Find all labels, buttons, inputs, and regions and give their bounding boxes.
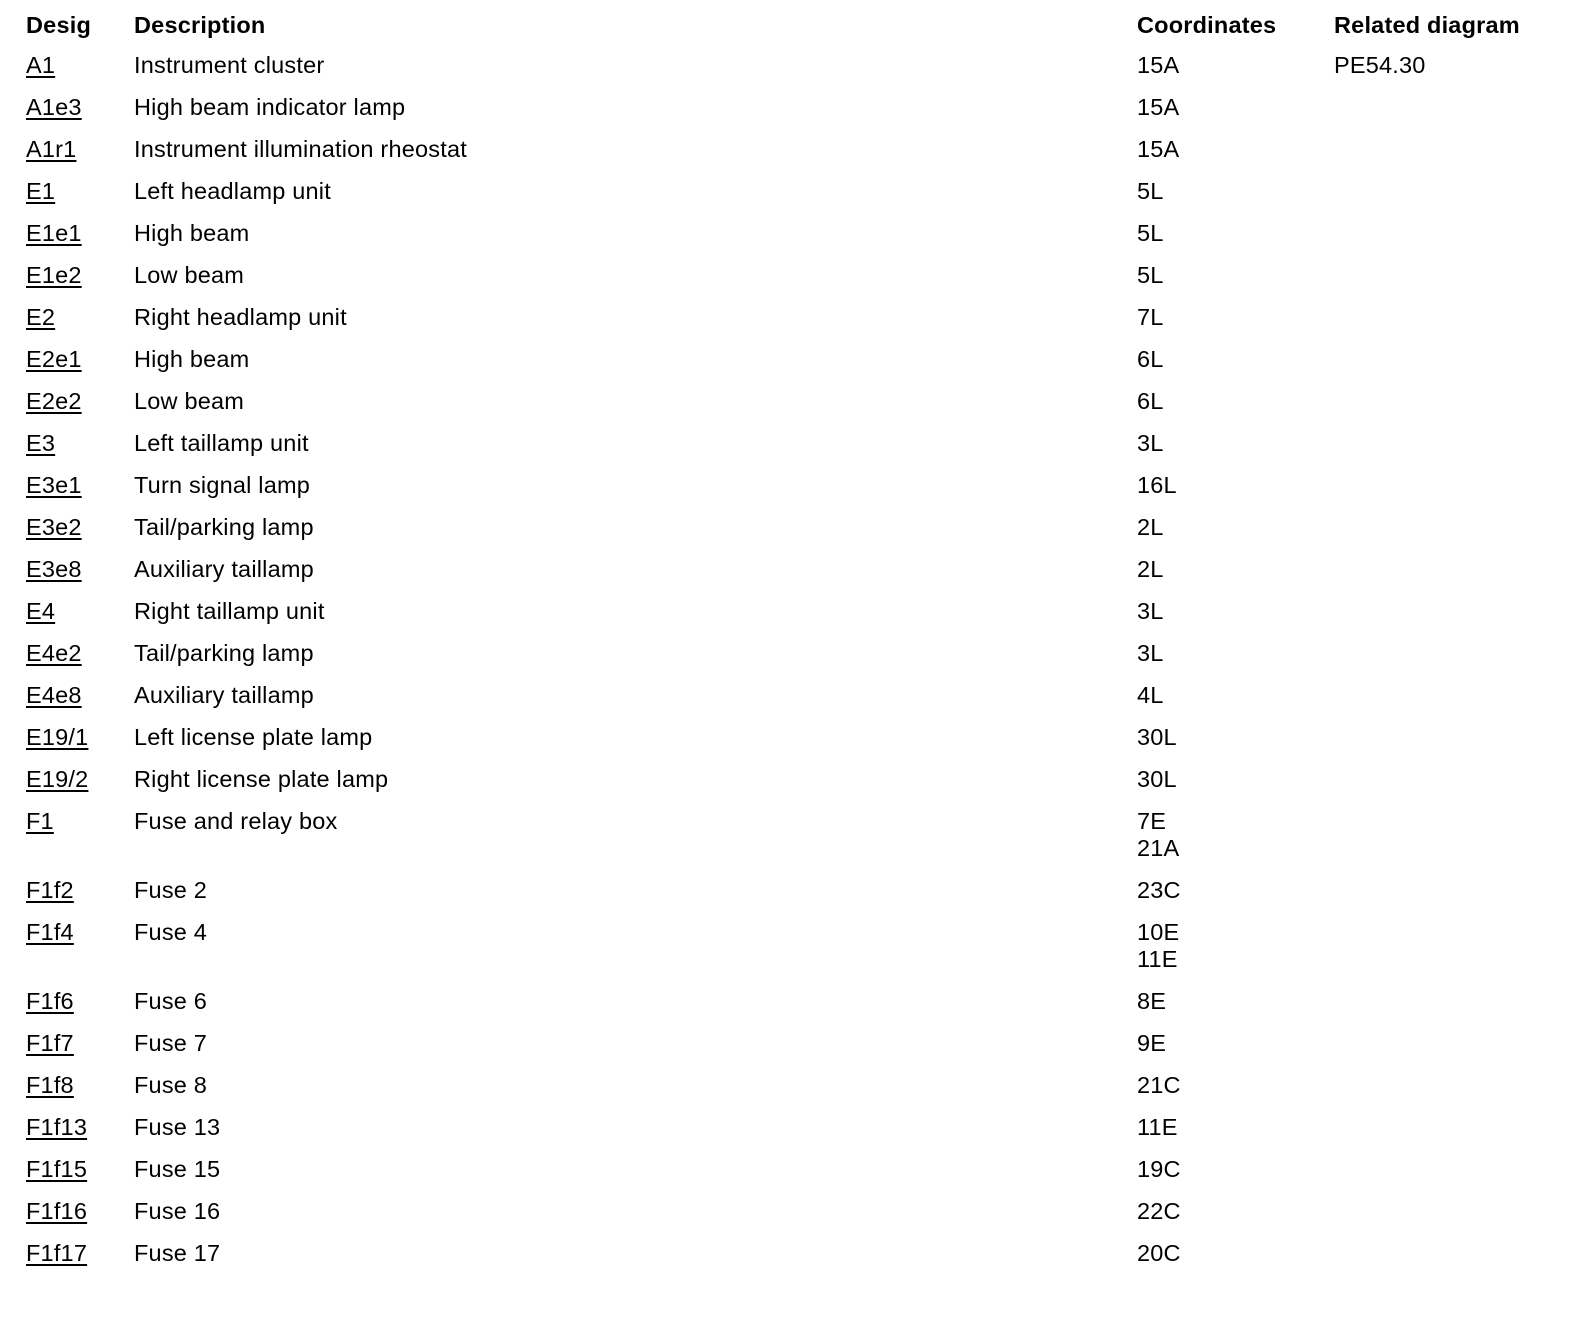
coordinates-cell	[1137, 52, 1334, 79]
desig-link[interactable]: E3e2	[26, 514, 82, 540]
desig-link[interactable]: F1	[26, 808, 54, 834]
table-row	[26, 766, 1556, 808]
description-cell: Fuse 8	[134, 1072, 208, 1098]
desig-cell	[26, 919, 134, 946]
table-row	[26, 304, 1556, 346]
coordinates-cell	[1137, 346, 1334, 373]
related-diagram-cell: PE54.30	[1334, 52, 1426, 78]
table-row	[26, 136, 1556, 178]
coordinates-cell	[1137, 919, 1334, 973]
desig-link[interactable]: E3e8	[26, 556, 82, 582]
description-cell: Tail/parking lamp	[134, 514, 314, 540]
description-cell: Fuse 15	[134, 1156, 221, 1182]
description-cell: Turn signal lamp	[134, 472, 311, 498]
coordinates-cell	[1137, 1030, 1334, 1057]
desig-link[interactable]: E3e1	[26, 472, 82, 498]
desig-cell	[26, 136, 134, 163]
table-row	[26, 640, 1556, 682]
description-cell: High beam	[134, 346, 250, 372]
coordinates-cell	[1137, 220, 1334, 247]
desig-link[interactable]: E2	[26, 304, 56, 330]
description-cell: High beam	[134, 220, 250, 246]
desig-cell	[26, 1030, 134, 1057]
description-cell: Fuse 16	[134, 1198, 221, 1224]
coordinates-cell	[1137, 430, 1334, 457]
description-cell: High beam indicator lamp	[134, 94, 406, 120]
coordinate-value: 7E	[1137, 808, 1167, 834]
coordinate-value: 5L	[1137, 178, 1164, 204]
table-header	[26, 12, 1556, 52]
coordinate-value: 11E	[1137, 1114, 1178, 1140]
desig-link[interactable]: E2e2	[26, 388, 82, 414]
desig-link[interactable]: A1r1	[26, 136, 77, 162]
description-cell: Right taillamp unit	[134, 598, 325, 624]
coordinate-value: 2L	[1137, 556, 1164, 582]
table-row	[26, 1156, 1556, 1198]
coordinates-cell	[1137, 598, 1334, 625]
desig-link[interactable]: F1f4	[26, 919, 74, 945]
coordinates-cell	[1137, 178, 1334, 205]
coordinate-value: 30L	[1137, 766, 1177, 792]
desig-link[interactable]: F1f15	[26, 1156, 88, 1182]
coordinates-cell	[1137, 1156, 1334, 1183]
desig-link[interactable]: A1e3	[26, 94, 82, 120]
description-cell: Left taillamp unit	[134, 430, 309, 456]
desig-cell	[26, 640, 134, 667]
header-desig: Desig	[26, 12, 91, 38]
description-cell: Low beam	[134, 262, 245, 288]
desig-cell	[26, 766, 134, 793]
table-row	[26, 1240, 1556, 1282]
table-row	[26, 430, 1556, 472]
coordinate-value: 5L	[1137, 262, 1164, 288]
table-row	[26, 1114, 1556, 1156]
desig-cell	[26, 1114, 134, 1141]
coordinates-cell	[1137, 262, 1334, 289]
coordinate-value: 10E	[1137, 919, 1180, 945]
table-row	[26, 919, 1556, 988]
desig-link[interactable]: E1e2	[26, 262, 82, 288]
desig-cell	[26, 988, 134, 1015]
table-row	[26, 262, 1556, 304]
description-cell: Left license plate lamp	[134, 724, 373, 750]
table-row	[26, 1072, 1556, 1114]
desig-cell	[26, 598, 134, 625]
coordinates-cell	[1137, 472, 1334, 499]
table-row	[26, 877, 1556, 919]
coordinate-value: 6L	[1137, 346, 1164, 372]
coordinates-cell	[1137, 1072, 1334, 1099]
coordinates-cell	[1137, 1114, 1334, 1141]
coordinates-cell	[1137, 388, 1334, 415]
desig-cell	[26, 52, 134, 79]
table-body	[26, 52, 1556, 1282]
coordinate-value: 3L	[1137, 430, 1164, 456]
coordinate-value: 3L	[1137, 598, 1164, 624]
coordinates-cell	[1137, 682, 1334, 709]
component-legend-table	[26, 12, 1556, 1282]
coordinate-value: 6L	[1137, 388, 1164, 414]
description-cell: Left headlamp unit	[134, 178, 331, 204]
desig-cell	[26, 514, 134, 541]
desig-link[interactable]: F1f8	[26, 1072, 74, 1098]
coordinate-value: 15A	[1137, 52, 1180, 78]
table-row	[26, 808, 1556, 877]
coordinates-cell	[1137, 304, 1334, 331]
description-cell: Fuse 2	[134, 877, 208, 903]
header-related-diagram: Related diagram	[1334, 12, 1520, 38]
description-cell: Right headlamp unit	[134, 304, 347, 330]
table-row	[26, 1198, 1556, 1240]
desig-cell	[26, 1156, 134, 1183]
table-row	[26, 598, 1556, 640]
desig-cell	[26, 94, 134, 121]
table-row	[26, 52, 1556, 94]
coordinate-value: 15A	[1137, 94, 1180, 120]
desig-cell	[26, 1240, 134, 1267]
desig-link[interactable]: F1f6	[26, 988, 74, 1014]
coordinate-value: 11E	[1137, 946, 1178, 972]
coordinates-cell	[1137, 1198, 1334, 1225]
coordinates-cell	[1137, 94, 1334, 121]
coordinate-value: 7L	[1137, 304, 1164, 330]
desig-cell	[26, 682, 134, 709]
coordinate-value: 22C	[1137, 1198, 1181, 1224]
desig-cell	[26, 1198, 134, 1225]
desig-cell	[26, 304, 134, 331]
desig-link[interactable]: E4e2	[26, 640, 82, 666]
coordinate-value: 19C	[1137, 1156, 1181, 1182]
description-cell: Fuse 6	[134, 988, 208, 1014]
desig-link[interactable]: E4	[26, 598, 56, 624]
desig-cell	[26, 556, 134, 583]
coordinate-value: 4L	[1137, 682, 1164, 708]
desig-link[interactable]: E19/1	[26, 724, 89, 750]
desig-cell	[26, 472, 134, 499]
desig-link[interactable]: F1f7	[26, 1030, 74, 1056]
desig-link[interactable]: E1e1	[26, 220, 82, 246]
table-row	[26, 472, 1556, 514]
desig-link[interactable]: F1f16	[26, 1198, 88, 1224]
coordinate-value: 2L	[1137, 514, 1164, 540]
coordinate-value: 3L	[1137, 640, 1164, 666]
description-cell: Auxiliary taillamp	[134, 682, 314, 708]
description-cell: Fuse and relay box	[134, 808, 338, 834]
desig-link[interactable]: E4e8	[26, 682, 82, 708]
coordinate-value: 8E	[1137, 988, 1167, 1014]
desig-cell	[26, 388, 134, 415]
coordinates-cell	[1137, 556, 1334, 583]
coordinates-cell	[1137, 514, 1334, 541]
description-cell: Low beam	[134, 388, 245, 414]
coordinates-cell	[1137, 1240, 1334, 1267]
description-cell: Fuse 17	[134, 1240, 221, 1266]
description-cell: Fuse 7	[134, 1030, 208, 1056]
table-row	[26, 1030, 1556, 1072]
desig-link[interactable]: E2e1	[26, 346, 82, 372]
description-cell: Fuse 13	[134, 1114, 221, 1140]
table-row	[26, 682, 1556, 724]
coordinates-cell	[1137, 988, 1334, 1015]
coordinate-value: 16L	[1137, 472, 1177, 498]
description-cell: Auxiliary taillamp	[134, 556, 314, 582]
desig-link[interactable]: E19/2	[26, 766, 89, 792]
coordinates-cell	[1137, 877, 1334, 904]
desig-link[interactable]: F1f17	[26, 1240, 88, 1266]
description-cell: Right license plate lamp	[134, 766, 389, 792]
desig-link[interactable]: E3	[26, 430, 56, 456]
desig-link[interactable]: E1	[26, 178, 56, 204]
table-row	[26, 556, 1556, 598]
desig-link[interactable]: F1f13	[26, 1114, 88, 1140]
table-row	[26, 388, 1556, 430]
coordinate-value: 9E	[1137, 1030, 1167, 1056]
coordinate-value: 21A	[1137, 835, 1180, 861]
desig-cell	[26, 1072, 134, 1099]
desig-cell	[26, 808, 134, 835]
coordinates-cell	[1137, 766, 1334, 793]
desig-link[interactable]: A1	[26, 52, 56, 78]
table-row	[26, 346, 1556, 388]
table-row	[26, 988, 1556, 1030]
header-description: Description	[134, 12, 266, 38]
desig-cell	[26, 220, 134, 247]
desig-cell	[26, 178, 134, 205]
desig-cell	[26, 724, 134, 751]
header-coordinates: Coordinates	[1137, 12, 1277, 38]
coordinate-value: 20C	[1137, 1240, 1181, 1266]
coordinates-cell	[1137, 640, 1334, 667]
desig-cell	[26, 346, 134, 373]
description-cell: Tail/parking lamp	[134, 640, 314, 666]
table-row	[26, 94, 1556, 136]
coordinate-value: 23C	[1137, 877, 1181, 903]
description-cell: Instrument illumination rheostat	[134, 136, 467, 162]
desig-cell	[26, 877, 134, 904]
description-cell: Fuse 4	[134, 919, 208, 945]
coordinate-value: 30L	[1137, 724, 1177, 750]
coordinates-cell	[1137, 808, 1334, 862]
desig-cell	[26, 262, 134, 289]
table-row	[26, 220, 1556, 262]
table-row	[26, 178, 1556, 220]
coordinate-value: 15A	[1137, 136, 1180, 162]
coordinates-cell	[1137, 136, 1334, 163]
table-row	[26, 514, 1556, 556]
table-row	[26, 724, 1556, 766]
coordinates-cell	[1137, 724, 1334, 751]
coordinate-value: 5L	[1137, 220, 1164, 246]
coordinate-value: 21C	[1137, 1072, 1181, 1098]
desig-link[interactable]: F1f2	[26, 877, 74, 903]
description-cell: Instrument cluster	[134, 52, 325, 78]
desig-cell	[26, 430, 134, 457]
